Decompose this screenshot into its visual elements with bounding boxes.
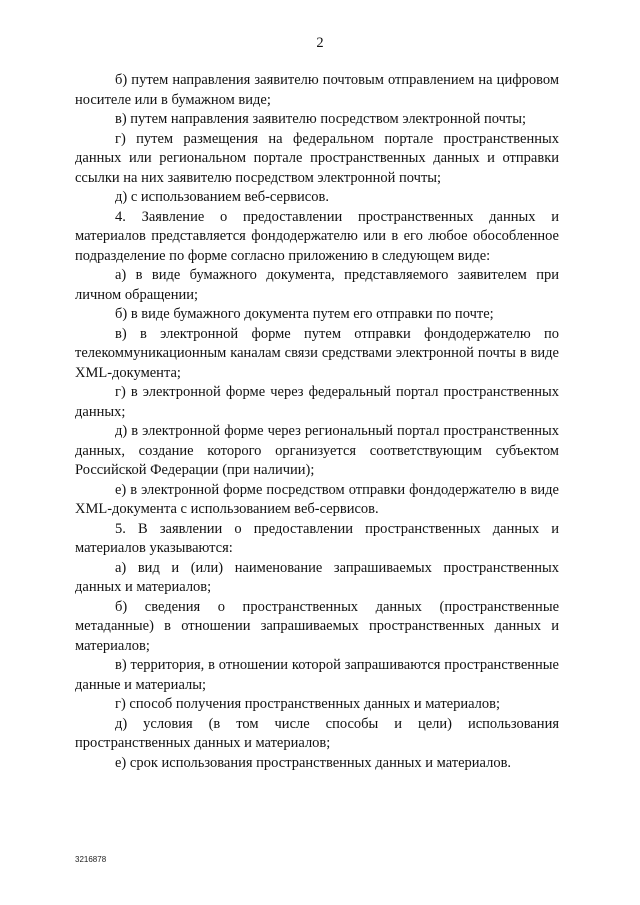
- document-body: [75, 71, 559, 773]
- item-5a-type: а) вид и (или) наименование запрашиваемых пространственных данных и материалов;: [75, 559, 559, 595]
- item-4g-federal-portal: г) в электронной форме через федеральный портал пространственных данных;: [75, 384, 559, 420]
- item-4d-regional-portal: д) в электронной форме через региональный портал пространственных данных, создание которого организуется соответствующим субъектом Российской Федерации (при наличии);: [75, 423, 559, 478]
- item-4b-paper-by-mail: б) в виде бумажного документа путем его отправки по почте;: [115, 306, 494, 322]
- item-b-postal: б) путем направления заявителю почтовым отправлением на цифровом носителе или в бумажном виде;: [75, 72, 559, 108]
- item-5g-method: г) способ получения пространственных данных и материалов;: [115, 696, 501, 712]
- item-4e-web-services: е) в электронной форме посредством отправки фондодержателю в виде XML-документа с использованием веб-сервисов.: [75, 481, 559, 517]
- item-v-email: в) путем направления заявителю посредством электронной почты;: [115, 111, 527, 127]
- page-number: 2: [316, 35, 324, 51]
- section-4-application: 4. Заявление о предоставлении пространственных данных и материалов представляется фондодержателю или в его любое обособленное подразделение по форме согласно приложению в следующем виде:: [75, 208, 559, 264]
- item-4v-electronic-email: в) в электронной форме путем отправки фондодержателю по телекоммуникационным каналам связи средствами электронной почты в виде XML-документа;: [75, 325, 559, 381]
- item-5b-metadata: б) сведения о пространственных данных (пространственные метаданные) в отношении запрашиваемых пространственных данных и материалов;: [75, 598, 559, 654]
- item-g-portal: г) путем размещения на федеральном портале пространственных данных или региональном портале пространственных данных и отправки ссылки на них заявителю посредством электронной почты;: [75, 130, 559, 186]
- document-id: 3216878: [75, 855, 107, 864]
- item-5e-term: е) срок использования пространственных данных и материалов.: [115, 754, 512, 771]
- item-d-web-services: д) с использованием веб-сервисов.: [115, 189, 329, 205]
- item-5v-territory: в) территория, в отношении которой запрашиваются пространственные данные и материалы;: [75, 657, 559, 693]
- section-5-application-contents: 5. В заявлении о предоставлении пространственных данных и материалов указываются:: [75, 520, 559, 556]
- item-4a-paper-in-person: а) в виде бумажного документа, представляемого заявителем при личном обращении;: [75, 267, 559, 303]
- item-5d-conditions: д) условия (в том числе способы и цели) использования пространственных данных и материалов;: [75, 715, 559, 751]
